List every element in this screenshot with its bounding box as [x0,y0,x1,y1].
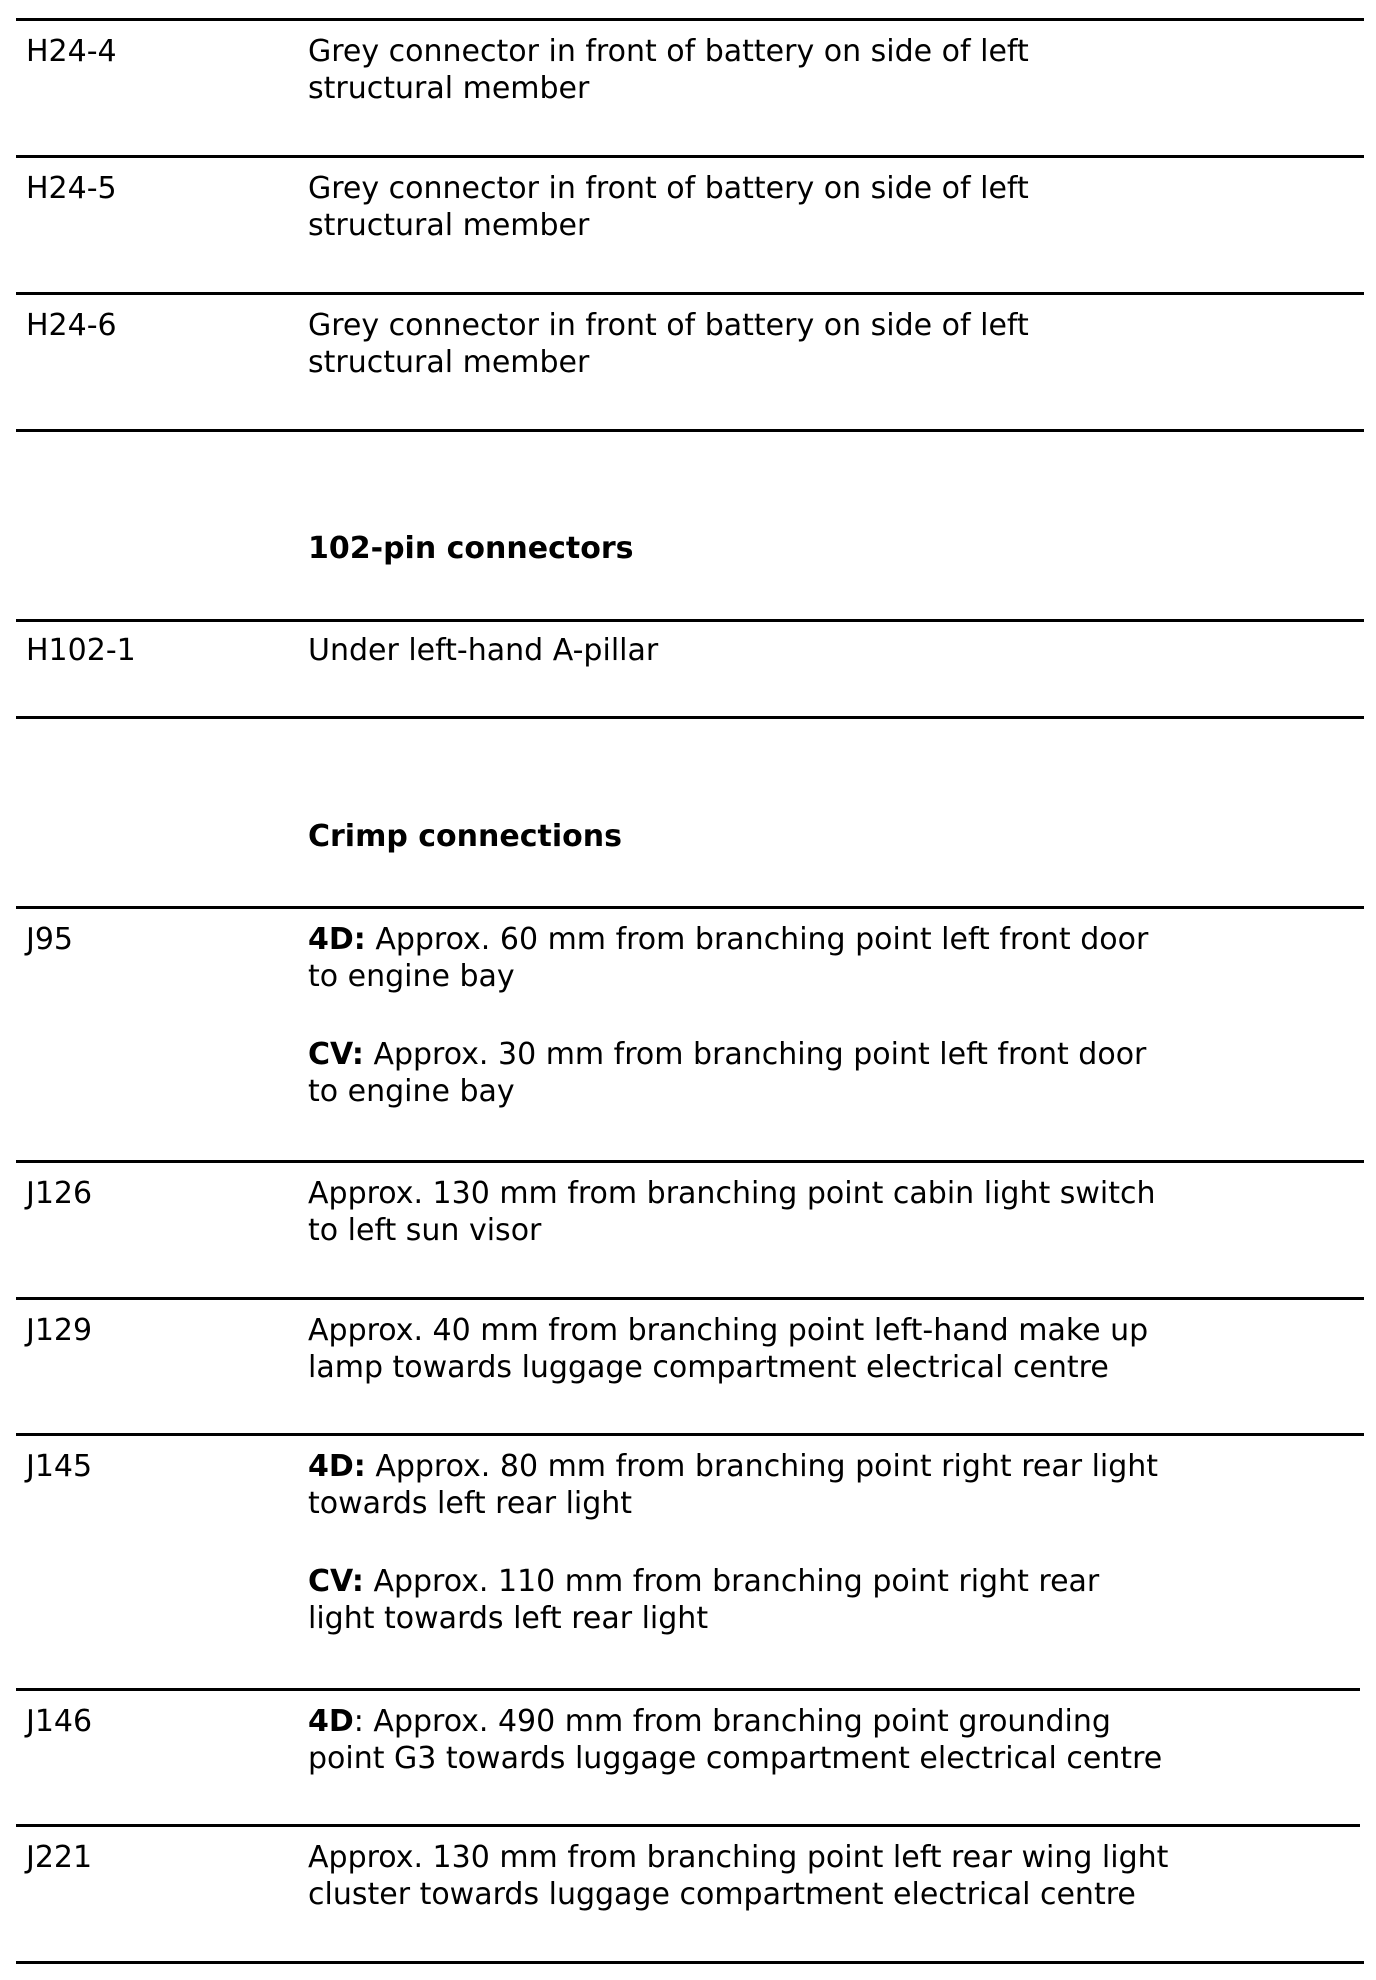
row-description [308,921,1208,995]
table-rule [16,716,1364,719]
desc-line: towards left rear light [308,1486,633,1521]
variant-label: 4D: [308,922,366,957]
table-rule [16,1961,1364,1964]
desc-line: Under left-hand A-pillar [308,633,659,668]
section-heading: 102-pin connectors [308,531,634,566]
desc-line: lamp towards luggage compartment electrical centre [308,1350,1109,1385]
desc-line [308,921,1208,958]
table-rule [16,18,1364,21]
desc-line: structural member [308,208,590,243]
variant-label: CV: [308,1037,364,1072]
desc-text: : Approx. 490 mm from branching point grounding [353,1704,1111,1739]
desc-line: Approx. 130 mm from branching point cabin light switch [308,1176,1156,1211]
row-code: J95 [26,922,74,957]
desc-text: Approx. 80 mm from branching point right rear light [375,1449,1159,1484]
desc-line: Grey connector in front of battery on side of left [308,171,1029,206]
desc-text: Approx. 30 mm from branching point left front door [373,1037,1147,1072]
desc-line: Approx. 40 mm from branching point left-hand make up [308,1313,1149,1348]
row-description [308,1703,1208,1777]
desc-line: Grey connector in front of battery on side of left [308,308,1029,343]
desc-line [308,1448,1208,1485]
desc-line [308,1036,1208,1073]
table-rule [16,1160,1364,1163]
row-code: J129 [26,1313,93,1348]
desc-line: Grey connector in front of battery on side of left [308,34,1029,69]
variant-label: 4D [308,1704,354,1739]
desc-line: cluster towards luggage compartment electrical centre [308,1877,1136,1912]
table-rule [16,155,1364,158]
table-rule [16,619,1364,622]
desc-text: Approx. 110 mm from branching point right rear [373,1564,1100,1599]
desc-line [308,1563,1208,1600]
desc-line: structural member [308,345,590,380]
section-heading: Crimp connections [308,819,622,854]
desc-line: structural member [308,71,590,106]
row-code: J221 [26,1840,93,1875]
row-description [308,33,1208,107]
table-rule [16,1824,1360,1827]
variant-label: CV: [308,1564,364,1599]
table-rule [16,429,1364,432]
table-rule [16,906,1364,909]
row-description [308,632,1208,669]
row-code: J145 [26,1449,93,1484]
desc-line: to engine bay [308,959,515,994]
row-code: H102-1 [26,633,136,668]
row-code: J126 [26,1176,93,1211]
desc-line: to engine bay [308,1074,515,1109]
desc-line: Approx. 130 mm from branching point left rear wing light [308,1840,1169,1875]
row-description [308,1036,1208,1110]
desc-line [308,1703,1208,1740]
desc-line: point G3 towards luggage compartment electrical centre [308,1741,1163,1776]
desc-line: light towards left rear light [308,1601,709,1636]
row-code: H24-5 [26,171,117,206]
row-description [308,170,1208,244]
row-description [308,1563,1208,1637]
variant-label: 4D: [308,1449,366,1484]
table-rule [16,292,1364,295]
desc-line: to left sun visor [308,1213,542,1248]
row-description [308,307,1208,381]
desc-text: Approx. 60 mm from branching point left front door [375,922,1149,957]
row-description [308,1448,1208,1522]
row-code: H24-4 [26,34,117,69]
row-code: J146 [26,1704,93,1739]
table-rule [16,1433,1364,1436]
row-description [308,1839,1208,1913]
table-rule [16,1297,1364,1300]
row-code: H24-6 [26,308,117,343]
row-description [308,1175,1208,1249]
table-rule [16,1688,1360,1691]
row-description [308,1312,1208,1386]
